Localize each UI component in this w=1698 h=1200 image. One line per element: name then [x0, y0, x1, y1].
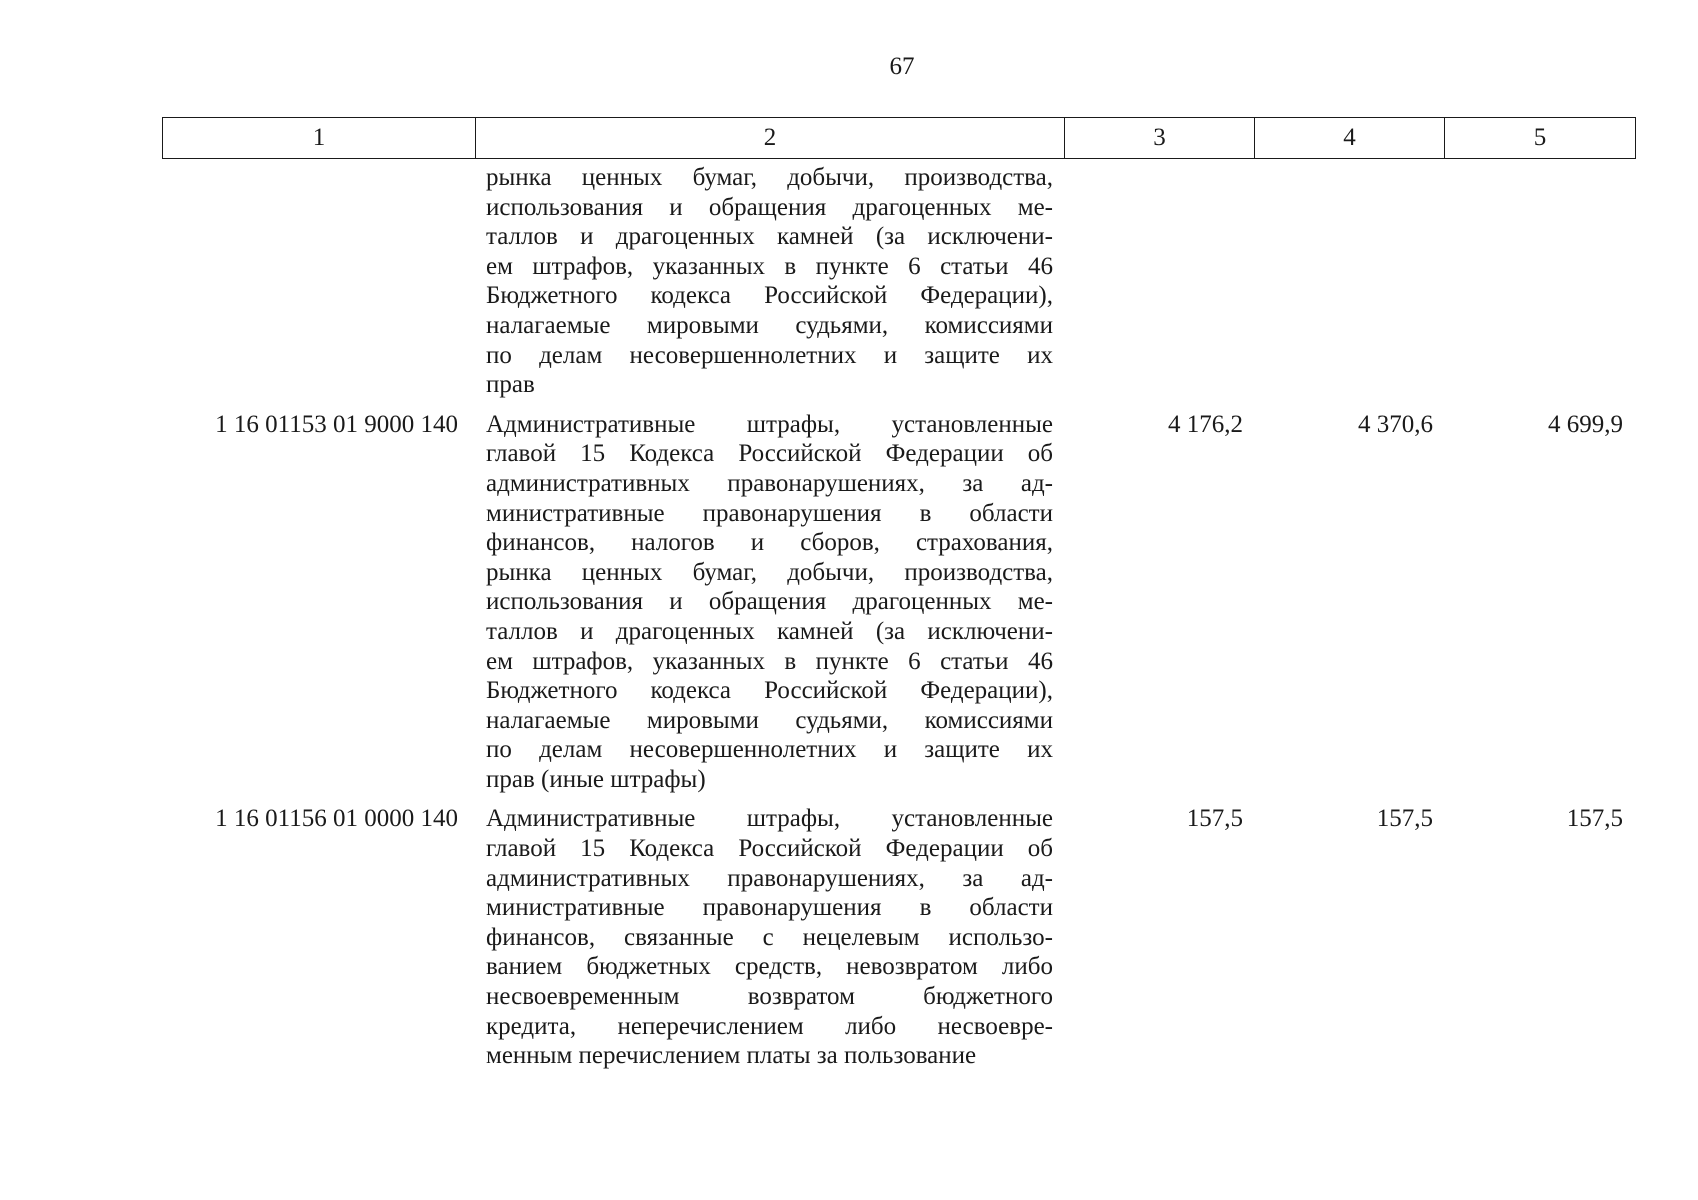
description-line: прав — [486, 371, 535, 399]
description-line: финансов, налогов и сборов, страхования, — [486, 529, 1053, 557]
description-line: налагаемые мировыми судьями, комиссиями — [486, 706, 1053, 734]
description-line: прав (иные штрафы) — [486, 765, 706, 793]
description-line: административных правонарушениях, за ад- — [486, 864, 1053, 892]
description-line: Бюджетного кодекса Российской Федерации), — [486, 677, 1053, 705]
description-line: использования и обращения драгоценных ме- — [486, 588, 1053, 616]
page-number: 67 — [889, 53, 915, 80]
description-line: несвоевременным возвратом бюджетного — [486, 983, 1053, 1011]
column-number-row — [163, 118, 1636, 159]
description-line: кредита, неперечислением либо несвоевре- — [486, 1012, 1053, 1040]
column-number-5: 5 — [1445, 118, 1636, 159]
description-line: по делам несовершеннолетних и защите их — [486, 736, 1053, 764]
description-cell — [475, 410, 1064, 795]
description-line: ванием бюджетных средств, невозвратом либо — [486, 953, 1053, 981]
table-row — [162, 410, 1635, 795]
value-column-3 — [1064, 163, 1254, 400]
description-line: ем штрафов, указанных в пункте 6 статьи 46 — [486, 252, 1053, 280]
description-line: главой 15 Кодекса Российской Федерации об — [486, 835, 1053, 863]
value-column-5: 157,5 — [1566, 805, 1623, 833]
description-line: ем штрафов, указанных в пункте 6 статьи 46 — [486, 647, 1053, 675]
description-line: Административные штрафы, установленные — [486, 805, 1053, 833]
description-line: финансов, связанные с нецелевым использо- — [486, 923, 1053, 951]
value-column-4: 4 370,6 — [1358, 410, 1433, 438]
table-row — [162, 163, 1635, 400]
table-row — [162, 804, 1635, 1070]
description-line: рынка ценных бумаг, добычи, производства, — [486, 558, 1053, 586]
value-column-3: 157,5 — [1186, 805, 1243, 833]
column-number-2: 2 — [476, 118, 1065, 159]
description-line: таллов и драгоценных камней (за исключени- — [486, 617, 1053, 645]
description-line: Бюджетного кодекса Российской Федерации), — [486, 282, 1053, 310]
value-column-3: 4 176,2 — [1168, 410, 1243, 438]
table-body — [162, 163, 1635, 1081]
budget-code-cell — [162, 163, 475, 400]
column-number-1: 1 — [163, 118, 476, 159]
description-line: рынка ценных бумаг, добычи, производства, — [486, 164, 1053, 191]
column-number-4: 4 — [1255, 118, 1445, 159]
description-line: административных правонарушениях, за ад- — [486, 469, 1053, 497]
value-column-4: 157,5 — [1376, 805, 1433, 833]
value-column-5: 4 699,9 — [1548, 410, 1623, 438]
description-line: налагаемые мировыми судьями, комиссиями — [486, 311, 1053, 339]
column-number-3: 3 — [1065, 118, 1255, 159]
description-cell — [475, 163, 1064, 400]
description-line: менным перечислением платы за пользование — [486, 1042, 977, 1070]
value-column-4 — [1254, 163, 1444, 400]
description-line: министративные правонарушения в области — [486, 499, 1053, 527]
budget-code-cell: 1 16 01153 01 9000 140 — [215, 410, 458, 438]
description-line: министративные правонарушения в области — [486, 894, 1053, 922]
budget-code-cell: 1 16 01156 01 0000 140 — [215, 805, 458, 833]
description-line: таллов и драгоценных камней (за исключени- — [486, 223, 1053, 251]
value-column-5 — [1444, 163, 1634, 400]
description-cell — [475, 804, 1064, 1070]
description-line: Административные штрафы, установленные — [486, 410, 1053, 438]
description-line: по делам несовершеннолетних и защите их — [486, 341, 1053, 369]
description-line: главой 15 Кодекса Российской Федерации об — [486, 440, 1053, 468]
table-header — [162, 117, 1636, 159]
description-line: использования и обращения драгоценных ме- — [486, 193, 1053, 221]
